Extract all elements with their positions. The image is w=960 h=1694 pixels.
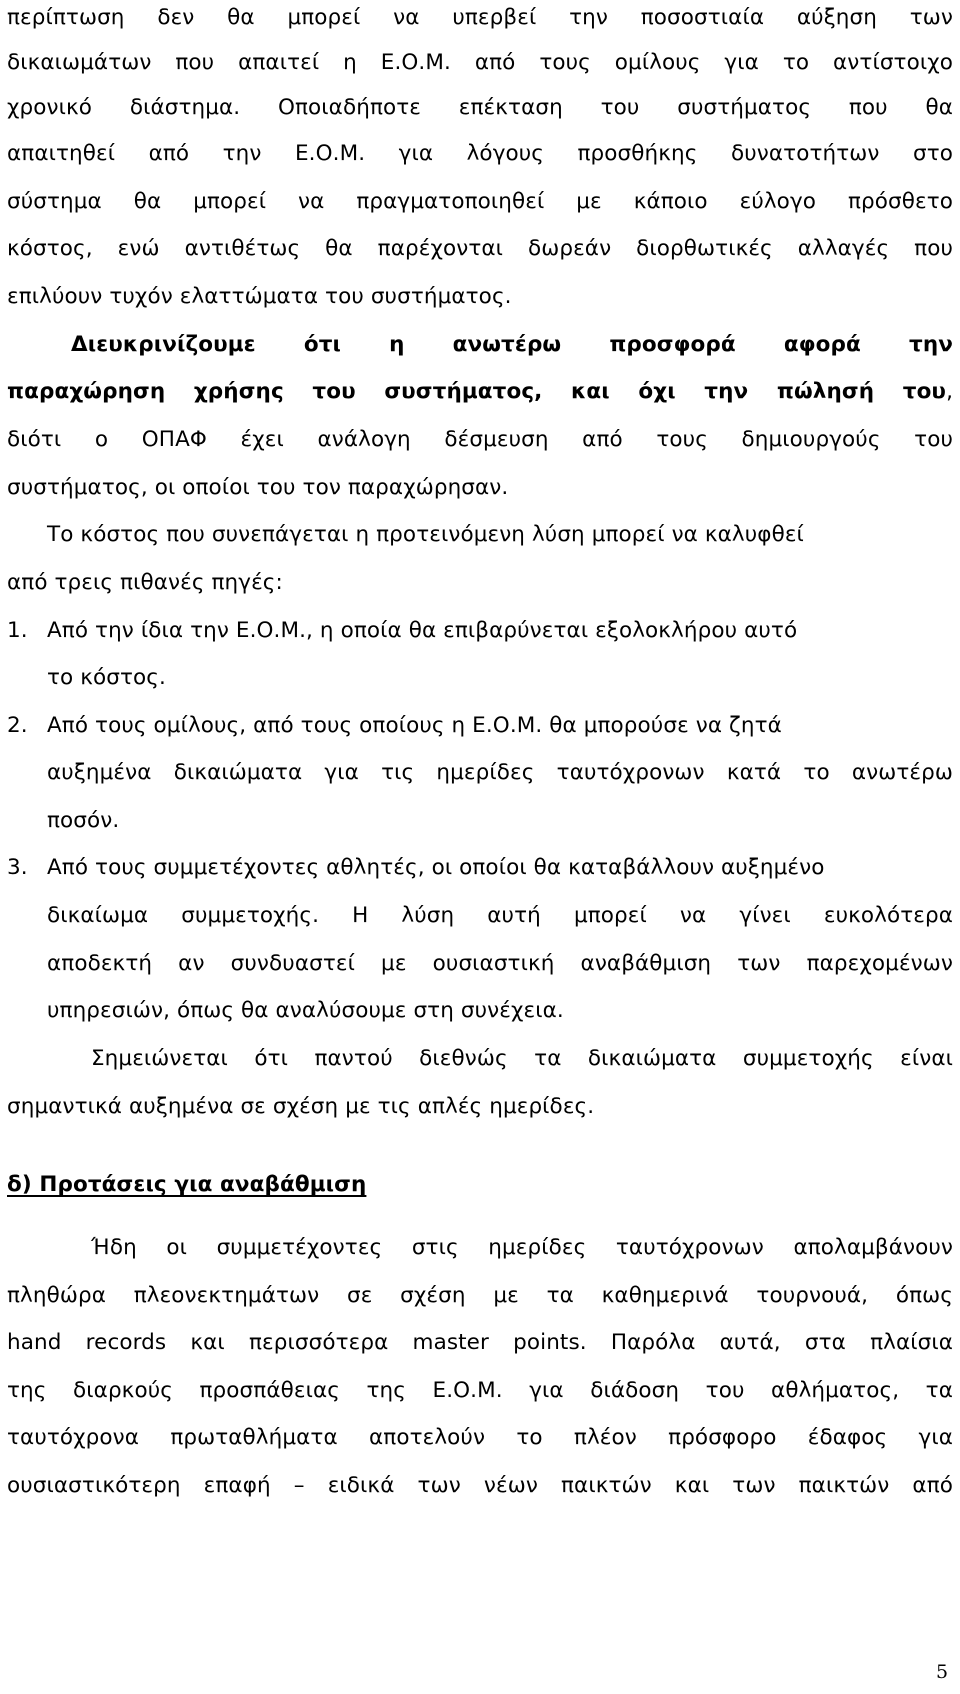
text-line: Σημειώνεται ότι παντού διεθνώς τα δικαιώματα συμμετοχής είναι [91,1046,953,1071]
text-line: ουσιαστικότερη επαφή – ειδικά των νέων παικτών και των παικτών από [7,1473,953,1498]
text-line: Ήδη οι συμμετέχοντες στις ημερίδες ταυτόχρονων απολαμβάνουν [91,1235,953,1260]
list-item [7,616,953,646]
text-line: από τρεις πιθανές πηγές: [7,570,283,595]
list-text: υπηρεσιών, όπως θα αναλύσουμε στη συνέχεια. [47,998,564,1023]
text-line: σημαντικά αυξημένα σε σχέση με τις απλές ημερίδες. [7,1094,595,1119]
list-text: το κόστος. [47,665,166,690]
text-line: απαιτηθεί από την Ε.Ο.Μ. για λόγους προσθήκης δυνατοτήτων στο [7,141,953,166]
list-item [7,853,953,883]
text-line: συστήματος, οι οποίοι του τον παραχώρησαν. [7,475,509,500]
text-line: της διαρκούς προσπάθειας της Ε.Ο.Μ. για διάδοση του αθλήματος, τα [7,1378,953,1403]
text-line: επιλύουν τυχόν ελαττώματα του συστήματος. [7,284,512,309]
list-number: 1. [7,618,28,643]
comma: , [946,379,953,404]
list-number: 3. [7,855,28,880]
text-line: Το κόστος που συνεπάγεται η προτεινόμενη λύση μπορεί να καλυφθεί [47,522,804,547]
text-line: κόστος, ενώ αντιθέτως θα παρέχονται δωρεάν διορθωτικές αλλαγές που [7,236,953,261]
list-text: Από τους ομίλους, από τους οποίους η Ε.Ο.Μ. θα μπορούσε να ζητά [47,713,782,738]
text-line: χρονικό διάστημα. Οποιαδήποτε επέκταση του συστήματος που θα [7,95,953,120]
text-line: περίπτωση δεν θα μπορεί να υπερβεί την ποσοστιαία αύξηση των [7,5,953,30]
list-text: Από τους συμμετέχοντες αθλητές, οι οποίοι θα καταβάλλουν αυξημένο [47,855,825,880]
list-item [7,711,953,741]
page-number: 5 [936,1661,949,1683]
text-line: διότι ο ΟΠΑΦ έχει ανάλογη δέσμευση από τους δημιουργούς του [7,427,953,452]
emphasis-line-2 [7,377,953,407]
list-number: 2. [7,713,28,738]
list-text: ποσόν. [47,808,120,833]
text-line: σύστημα θα μπορεί να πραγματοποιηθεί με κάποιο εύλογο πρόσθετο [7,189,953,214]
text-line: δικαιωμάτων που απαιτεί η Ε.Ο.Μ. από τους ομίλους για το αντίστοιχο [7,50,953,75]
list-text: αποδεκτή αν συνδυαστεί με ουσιαστική αναβάθμιση των παρεχομένων [47,951,953,976]
list-text: Από την ίδια την Ε.Ο.Μ., η οποία θα επιβαρύνεται εξολοκλήρου αυτό [47,618,798,643]
section-heading [7,1170,953,1200]
emphasis-text: παραχώρηση χρήσης του συστήματος, και όχι την πώλησή του [7,379,947,404]
text-line: ταυτόχρονα πρωταθλήματα αποτελούν το πλέον πρόσφορο έδαφος για [7,1425,953,1450]
emphasis-line: Διευκρινίζουμε ότι η ανωτέρω προσφορά αφορά την [71,332,953,357]
section-heading-text: δ) Προτάσεις για αναβάθμιση [7,1172,367,1197]
list-text: δικαίωμα συμμετοχής. Η λύση αυτή μπορεί να γίνει ευκολότερα [47,903,953,928]
list-text: αυξημένα δικαιώματα για τις ημερίδες ταυτόχρονων κατά το ανωτέρω [47,760,953,785]
text-line: hand records και περισσότερα master points. Παρόλα αυτά, στα πλαίσια [7,1330,953,1355]
text-line: πληθώρα πλεονεκτημάτων σε σχέση με τα καθημερινά τουρνουά, όπως [7,1283,953,1308]
